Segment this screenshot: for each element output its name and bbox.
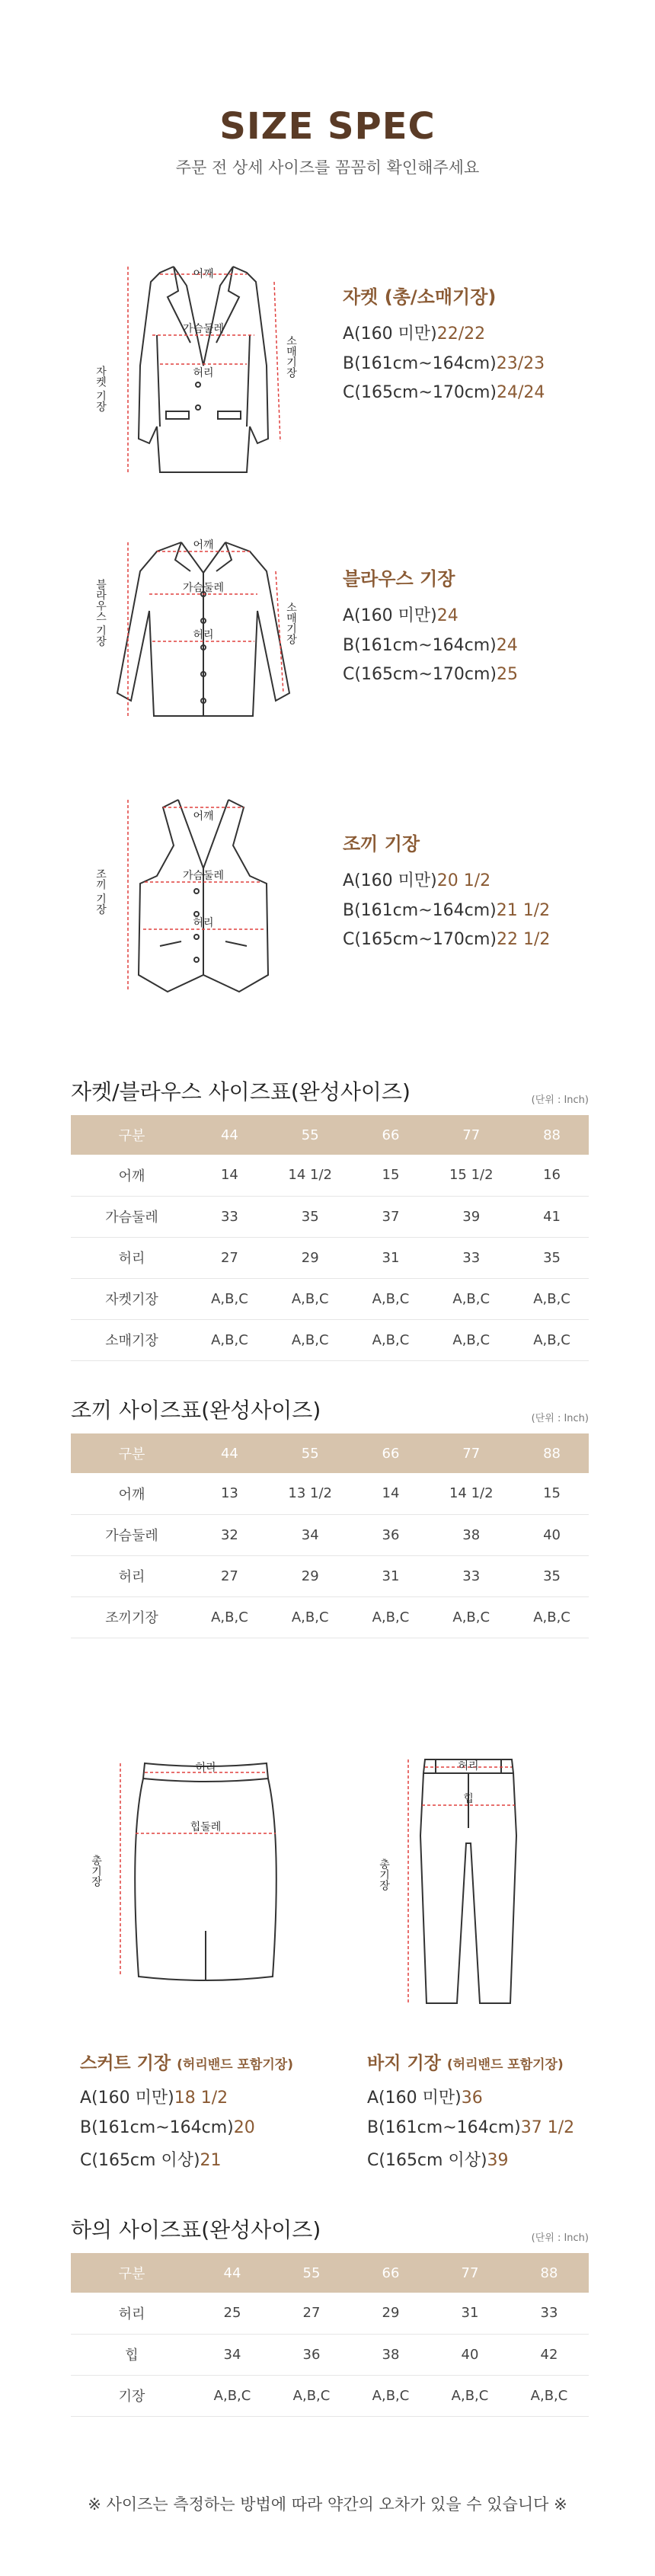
table-cell: 어깨 xyxy=(71,1473,193,1514)
table-cell: 40 xyxy=(515,1514,589,1555)
table-row xyxy=(71,2293,589,2334)
spec-row: C(165cm~170cm)25 xyxy=(343,665,518,684)
pants-illustration xyxy=(378,1744,548,2018)
table-cell: 35 xyxy=(267,1196,354,1237)
jacket-shoulder-label: 어깨 xyxy=(193,268,214,280)
vest-table-unit: (단위 : Inch) xyxy=(531,1413,589,1424)
table-cell: A,B,C xyxy=(510,2375,589,2416)
table-header-cell: 구분 xyxy=(71,2253,193,2293)
table-cell: 14 1/2 xyxy=(427,1473,515,1514)
table-cell: 32 xyxy=(193,1514,267,1555)
top-size-table xyxy=(71,1115,589,1361)
table-cell: 35 xyxy=(515,1555,589,1596)
table-cell: A,B,C xyxy=(354,1596,428,1638)
spec-row: A(160 미만)20 1/2 xyxy=(343,871,491,890)
spec-row: B(161cm~164cm)21 1/2 xyxy=(343,901,551,920)
blouse-chest-label: 가슴둘레 xyxy=(182,582,225,594)
spec-row: C(165cm~170cm)24/24 xyxy=(343,383,545,402)
table-cell: 15 xyxy=(515,1473,589,1514)
table-cell: A,B,C xyxy=(193,1319,267,1360)
table-cell: 41 xyxy=(515,1196,589,1237)
table-header-cell: 88 xyxy=(510,2253,589,2293)
table-cell: A,B,C xyxy=(193,1278,267,1319)
bottom-table-title: 하의 사이즈표(완성사이즈) xyxy=(71,2217,321,2242)
vest-table-title: 조끼 사이즈표(완성사이즈) xyxy=(71,1398,321,1423)
table-cell: A,B,C xyxy=(427,1278,515,1319)
vest-size-table-block xyxy=(71,1394,589,1638)
jacket-length-label: 자켓 기장 xyxy=(94,366,107,412)
table-cell: 허리 xyxy=(71,1555,193,1596)
bottom-table-unit: (단위 : Inch) xyxy=(531,2232,589,2244)
table-row xyxy=(71,2375,589,2416)
top-size-table-block xyxy=(71,1075,589,1361)
table-header-cell: 구분 xyxy=(71,1433,193,1473)
table-cell: 35 xyxy=(515,1237,589,1278)
table-cell: A,B,C xyxy=(515,1319,589,1360)
spec-row: B(161cm~164cm)37 1/2 xyxy=(367,2118,575,2137)
table-cell: 34 xyxy=(267,1514,354,1555)
table-row xyxy=(71,1278,589,1319)
table-cell: A,B,C xyxy=(430,2375,510,2416)
table-cell: 27 xyxy=(193,1555,267,1596)
table-header-cell: 88 xyxy=(515,1433,589,1473)
table-cell: 36 xyxy=(354,1514,428,1555)
spec-row: B(161cm~164cm)20 xyxy=(80,2118,255,2137)
pants-spec-head: 바지 기장 (허리밴드 포함기장) xyxy=(367,2053,564,2073)
table-header-cell: 44 xyxy=(193,1115,267,1155)
table-header-cell: 66 xyxy=(351,2253,430,2293)
spec-row: B(161cm~164cm)24 xyxy=(343,636,518,655)
table-cell: 33 xyxy=(427,1237,515,1278)
table-cell: 31 xyxy=(430,2293,510,2334)
table-header-cell: 구분 xyxy=(71,1115,193,1155)
jacket-sleeve-label: 소매기장 xyxy=(285,335,297,378)
page-subtitle: 주문 전 상세 사이즈를 꼼꼼히 확인해주세요 xyxy=(175,158,480,177)
table-cell: 40 xyxy=(430,2334,510,2375)
blouse-waist-label: 허리 xyxy=(193,629,214,641)
table-header-row xyxy=(71,2253,589,2293)
table-row xyxy=(71,2334,589,2375)
table-header-cell: 55 xyxy=(267,1433,354,1473)
table-header-row xyxy=(71,1115,589,1155)
table-cell: A,B,C xyxy=(354,1319,428,1360)
table-cell: 13 1/2 xyxy=(267,1473,354,1514)
skirt-hip-label: 힙둘레 xyxy=(190,1821,222,1833)
table-cell: 14 xyxy=(193,1155,267,1196)
jacket-waist-label: 허리 xyxy=(193,367,214,379)
table-cell: A,B,C xyxy=(267,1278,354,1319)
table-cell: 소매기장 xyxy=(71,1319,193,1360)
table-cell: 39 xyxy=(427,1196,515,1237)
table-row xyxy=(71,1319,589,1360)
blouse-spec xyxy=(343,564,518,694)
table-cell: 16 xyxy=(515,1155,589,1196)
vest-shoulder-label: 어깨 xyxy=(193,810,214,823)
table-header-cell: 66 xyxy=(354,1115,428,1155)
vest-spec xyxy=(343,829,550,959)
table-cell: 14 xyxy=(354,1473,428,1514)
table-row xyxy=(71,1473,589,1514)
skirt-length-label: 총기장 xyxy=(90,1855,102,1887)
table-header-row xyxy=(71,1433,589,1473)
top-table-unit: (단위 : Inch) xyxy=(531,1095,589,1106)
jacket-spec-head: 자켓 (총/소매기장) xyxy=(343,286,497,308)
table-cell: 33 xyxy=(427,1555,515,1596)
table-cell: 가슴둘레 xyxy=(71,1196,193,1237)
spec-row: C(165cm 이상)39 xyxy=(367,2151,509,2170)
table-cell: 33 xyxy=(193,1196,267,1237)
jacket-illustration xyxy=(84,251,312,480)
table-cell: 15 xyxy=(354,1155,428,1196)
table-row xyxy=(71,1555,589,1596)
table-header-cell: 66 xyxy=(354,1433,428,1473)
table-cell: 29 xyxy=(267,1237,354,1278)
table-cell: 25 xyxy=(193,2293,272,2334)
table-cell: A,B,C xyxy=(427,1596,515,1638)
vest-illustration xyxy=(84,785,312,998)
table-cell: A,B,C xyxy=(267,1596,354,1638)
blouse-shoulder-label: 어깨 xyxy=(193,539,214,551)
bottom-size-table-block xyxy=(71,2213,589,2417)
table-cell: 자켓기장 xyxy=(71,1278,193,1319)
table-header-cell: 77 xyxy=(427,1115,515,1155)
spec-row: A(160 미만)22/22 xyxy=(343,324,486,344)
pants-length-label: 총기장 xyxy=(378,1858,390,1890)
table-cell: 31 xyxy=(354,1555,428,1596)
table-cell: A,B,C xyxy=(515,1596,589,1638)
skirt-spec xyxy=(80,2049,293,2181)
spec-row: C(165cm~170cm)22 1/2 xyxy=(343,930,551,949)
table-cell: 13 xyxy=(193,1473,267,1514)
pants-hip-label: 힙 xyxy=(463,1793,474,1805)
table-cell: A,B,C xyxy=(427,1319,515,1360)
table-cell: A,B,C xyxy=(515,1278,589,1319)
jacket-spec xyxy=(343,282,545,412)
blouse-length-label: 블라우스 기장 xyxy=(94,579,107,647)
table-cell: 허리 xyxy=(71,2293,193,2334)
top-table-title: 자켓/블라우스 사이즈표(완성사이즈) xyxy=(71,1079,411,1104)
vest-chest-label: 가슴둘레 xyxy=(182,870,225,882)
bottom-size-table xyxy=(71,2253,589,2417)
table-cell: 42 xyxy=(510,2334,589,2375)
table-cell: 27 xyxy=(193,1237,267,1278)
pants-spec xyxy=(367,2049,574,2181)
vest-spec-head: 조끼 기장 xyxy=(343,833,420,855)
page-title: SIZE SPEC xyxy=(219,105,436,148)
measurement-note: ※ 사이즈는 측정하는 방법에 따라 약간의 오차가 있을 수 있습니다 ※ xyxy=(88,2495,567,2514)
table-cell: 33 xyxy=(510,2293,589,2334)
blouse-sleeve-label: 소매기장 xyxy=(285,602,297,644)
blouse-illustration xyxy=(84,526,312,731)
table-header-cell: 88 xyxy=(515,1115,589,1155)
table-cell: 기장 xyxy=(71,2375,193,2416)
table-row xyxy=(71,1237,589,1278)
table-row xyxy=(71,1196,589,1237)
table-cell: 힙 xyxy=(71,2334,193,2375)
table-cell: 31 xyxy=(354,1237,428,1278)
vest-length-label: 조끼 기장 xyxy=(94,868,107,915)
blouse-spec-head: 블라우스 기장 xyxy=(343,568,455,590)
table-row xyxy=(71,1514,589,1555)
table-row xyxy=(71,1155,589,1196)
vest-size-table xyxy=(71,1433,589,1638)
table-cell: A,B,C xyxy=(193,1596,267,1638)
spec-row: C(165cm 이상)21 xyxy=(80,2151,222,2170)
spec-row: A(160 미만)36 xyxy=(367,2089,483,2108)
table-cell: 14 1/2 xyxy=(267,1155,354,1196)
table-row xyxy=(71,1596,589,1638)
jacket-chest-label: 가슴둘레 xyxy=(182,323,225,335)
pants-waist-label: 허리 xyxy=(458,1760,479,1772)
vest-waist-label: 허리 xyxy=(193,917,214,929)
table-cell: A,B,C xyxy=(354,1278,428,1319)
table-cell: 15 1/2 xyxy=(427,1155,515,1196)
spec-row: B(161cm~164cm)23/23 xyxy=(343,354,545,373)
table-cell: 29 xyxy=(351,2293,430,2334)
table-cell: 34 xyxy=(193,2334,272,2375)
table-cell: 27 xyxy=(272,2293,351,2334)
table-header-cell: 77 xyxy=(430,2253,510,2293)
table-header-cell: 77 xyxy=(427,1433,515,1473)
table-cell: A,B,C xyxy=(193,2375,272,2416)
table-cell: 36 xyxy=(272,2334,351,2375)
table-cell: 38 xyxy=(351,2334,430,2375)
table-cell: 허리 xyxy=(71,1237,193,1278)
table-cell: A,B,C xyxy=(272,2375,351,2416)
skirt-waist-label: 허리 xyxy=(195,1762,216,1774)
table-cell: 가슴둘레 xyxy=(71,1514,193,1555)
table-cell: 38 xyxy=(427,1514,515,1555)
table-cell: 29 xyxy=(267,1555,354,1596)
table-cell: A,B,C xyxy=(351,2375,430,2416)
table-header-cell: 44 xyxy=(193,1433,267,1473)
table-cell: A,B,C xyxy=(267,1319,354,1360)
table-cell: 37 xyxy=(354,1196,428,1237)
table-header-cell: 55 xyxy=(272,2253,351,2293)
table-cell: 어깨 xyxy=(71,1155,193,1196)
spec-row: A(160 미만)24 xyxy=(343,606,458,625)
table-header-cell: 55 xyxy=(267,1115,354,1155)
table-header-cell: 44 xyxy=(193,2253,272,2293)
skirt-illustration xyxy=(91,1748,320,1992)
skirt-spec-head: 스커트 기장 (허리밴드 포함기장) xyxy=(80,2053,293,2073)
table-cell: 조끼기장 xyxy=(71,1596,193,1638)
spec-row: A(160 미만)18 1/2 xyxy=(80,2089,228,2108)
